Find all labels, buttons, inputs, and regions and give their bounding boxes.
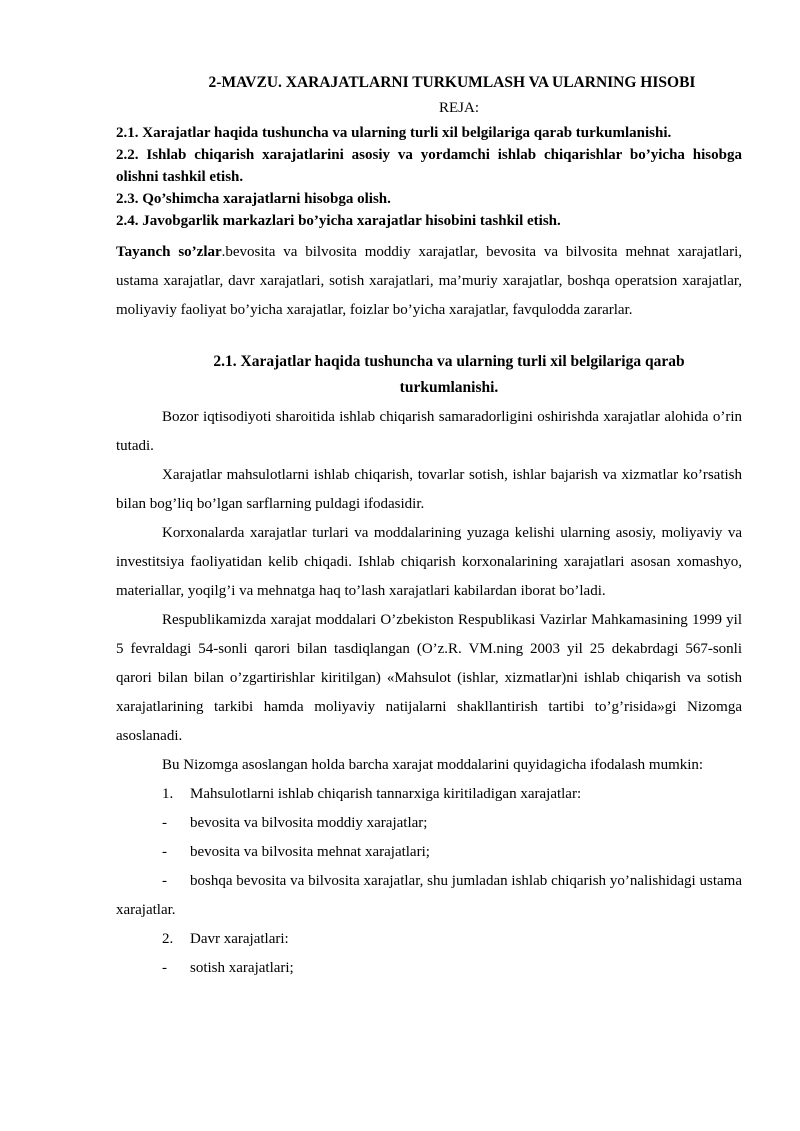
list-item-text: Mahsulotlarni ishlab chiqarish tannarxiga kiritiladigan xarajatlar:: [190, 786, 582, 802]
dash-list-item: [116, 954, 742, 983]
body-paragraph: Xarajatlar mahsulotlarni ishlab chiqarish, tovarlar sotish, ishlar bajarish va xizmatlar ko’rsatish bilan bog’liq bo’lgan sarflarning puldagi ifodasidir.: [116, 467, 742, 512]
section-heading-line: turkumlanishi.: [399, 379, 499, 396]
plan-item: 2.2. Ishlab chiqarish xarajatlarini asosiy va yordamchi ishlab chiqarishlar bo’yicha hisobga olishni tashkil etish.: [116, 147, 742, 185]
list-item-text: boshqa bevosita va bilvosita xarajatlar, shu jumladan ishlab chiqarish yo’nalishidagi ustama xarajatlar.: [116, 873, 742, 918]
numbered-list-item: [116, 780, 742, 809]
list-item-text: sotish xarajatlari;: [190, 960, 294, 976]
section-heading-line: 2.1. Xarajatlar haqida tushuncha va ularning turli xil belgilariga qarab: [213, 353, 685, 370]
dash-list-item: [116, 809, 742, 838]
keywords-text: .bevosita va bilvosita moddiy xarajatlar, bevosita va bilvosita mehnat xarajatlari, ustama xarajatlar, davr xarajatlari, sotish xarajatlari, ma’muriy xarajatlar, boshqa operatsion xarajatlar, moliyaviy faoliyat bo’yicha xarajatlar, foizlar bo’yicha xarajatlar, favqulodda zararlar.: [116, 244, 742, 318]
dash-list-item: [116, 838, 742, 867]
plan-item: 2.1. Xarajatlar haqida tushuncha va ularning turli xil belgilariga qarab turkumlanishi.: [116, 125, 672, 141]
list-item-text: bevosita va bilvosita moddiy xarajatlar;: [190, 815, 428, 831]
body-paragraph: Korxonalarda xarajatlar turlari va moddalarining yuzaga kelishi ularning asosiy, moliyaviy va investitsiya faoliyatidan kelib chiqadi. Ishlab chiqarish korxonalarining xarajatlari asosan xomashyo, materiallar, yoqilg’i va mehnatga haq to’lash xarajatlari kabilardan iborat bo’ladi.: [116, 525, 742, 599]
keywords-paragraph: [116, 238, 742, 325]
list-number: 2.: [162, 931, 174, 947]
list-item-text: Davr xarajatlari:: [190, 931, 289, 947]
plan-heading: REJA:: [438, 100, 479, 116]
dash-marker: -: [162, 815, 167, 831]
document-title: 2-MAVZU. XARAJATLARNI TURKUMLASH VA ULARNING HISOBI: [208, 74, 696, 91]
dash-marker: -: [162, 960, 167, 976]
plan-item: 2.4. Javobgarlik markazlari bo’yicha xarajatlar hisobini tashkil etish.: [116, 213, 561, 229]
keywords-label: Tayanch so’zlar: [116, 244, 222, 260]
body-paragraph: Bu Nizomga asoslangan holda barcha xarajat moddalarini quyidagicha ifodalash mumkin:: [162, 757, 704, 773]
numbered-list-item: [116, 925, 742, 954]
dash-marker: -: [162, 873, 167, 889]
list-item-text: bevosita va bilvosita mehnat xarajatlari;: [190, 844, 430, 860]
list-number: 1.: [162, 786, 174, 802]
body-paragraph: Respublikamizda xarajat moddalari O’zbekiston Respublikasi Vazirlar Mahkamasining 1999 yil 5 fevraldagi 54-sonli qarori bilan tasdiqlangan (O’z.R. VM.ning 2003 yil 25 dekabrdagi 567-sonli qarori bilan bilan o’zgartirishlar kiritilgan) «Mahsulot (ishlar, xizmatlar)ni ishlab chiqarish va sotish xarajatlarining tarkibi hamda moliyaviy natijalarni shakllantirish tartibi to’g’risida»gi Nizomga asoslanadi.: [116, 612, 742, 744]
document-page: [116, 72, 742, 983]
plan-list: [116, 122, 742, 232]
plan-item: 2.3. Qo’shimcha xarajatlarni hisobga olish.: [116, 191, 391, 207]
section-heading: [116, 349, 742, 401]
dash-list-item: [116, 867, 742, 925]
body-paragraph: Bozor iqtisodiyoti sharoitida ishlab chiqarish samaradorligini oshirishda xarajatlar alohida o’rin tutadi.: [116, 409, 742, 454]
dash-marker: -: [162, 844, 167, 860]
